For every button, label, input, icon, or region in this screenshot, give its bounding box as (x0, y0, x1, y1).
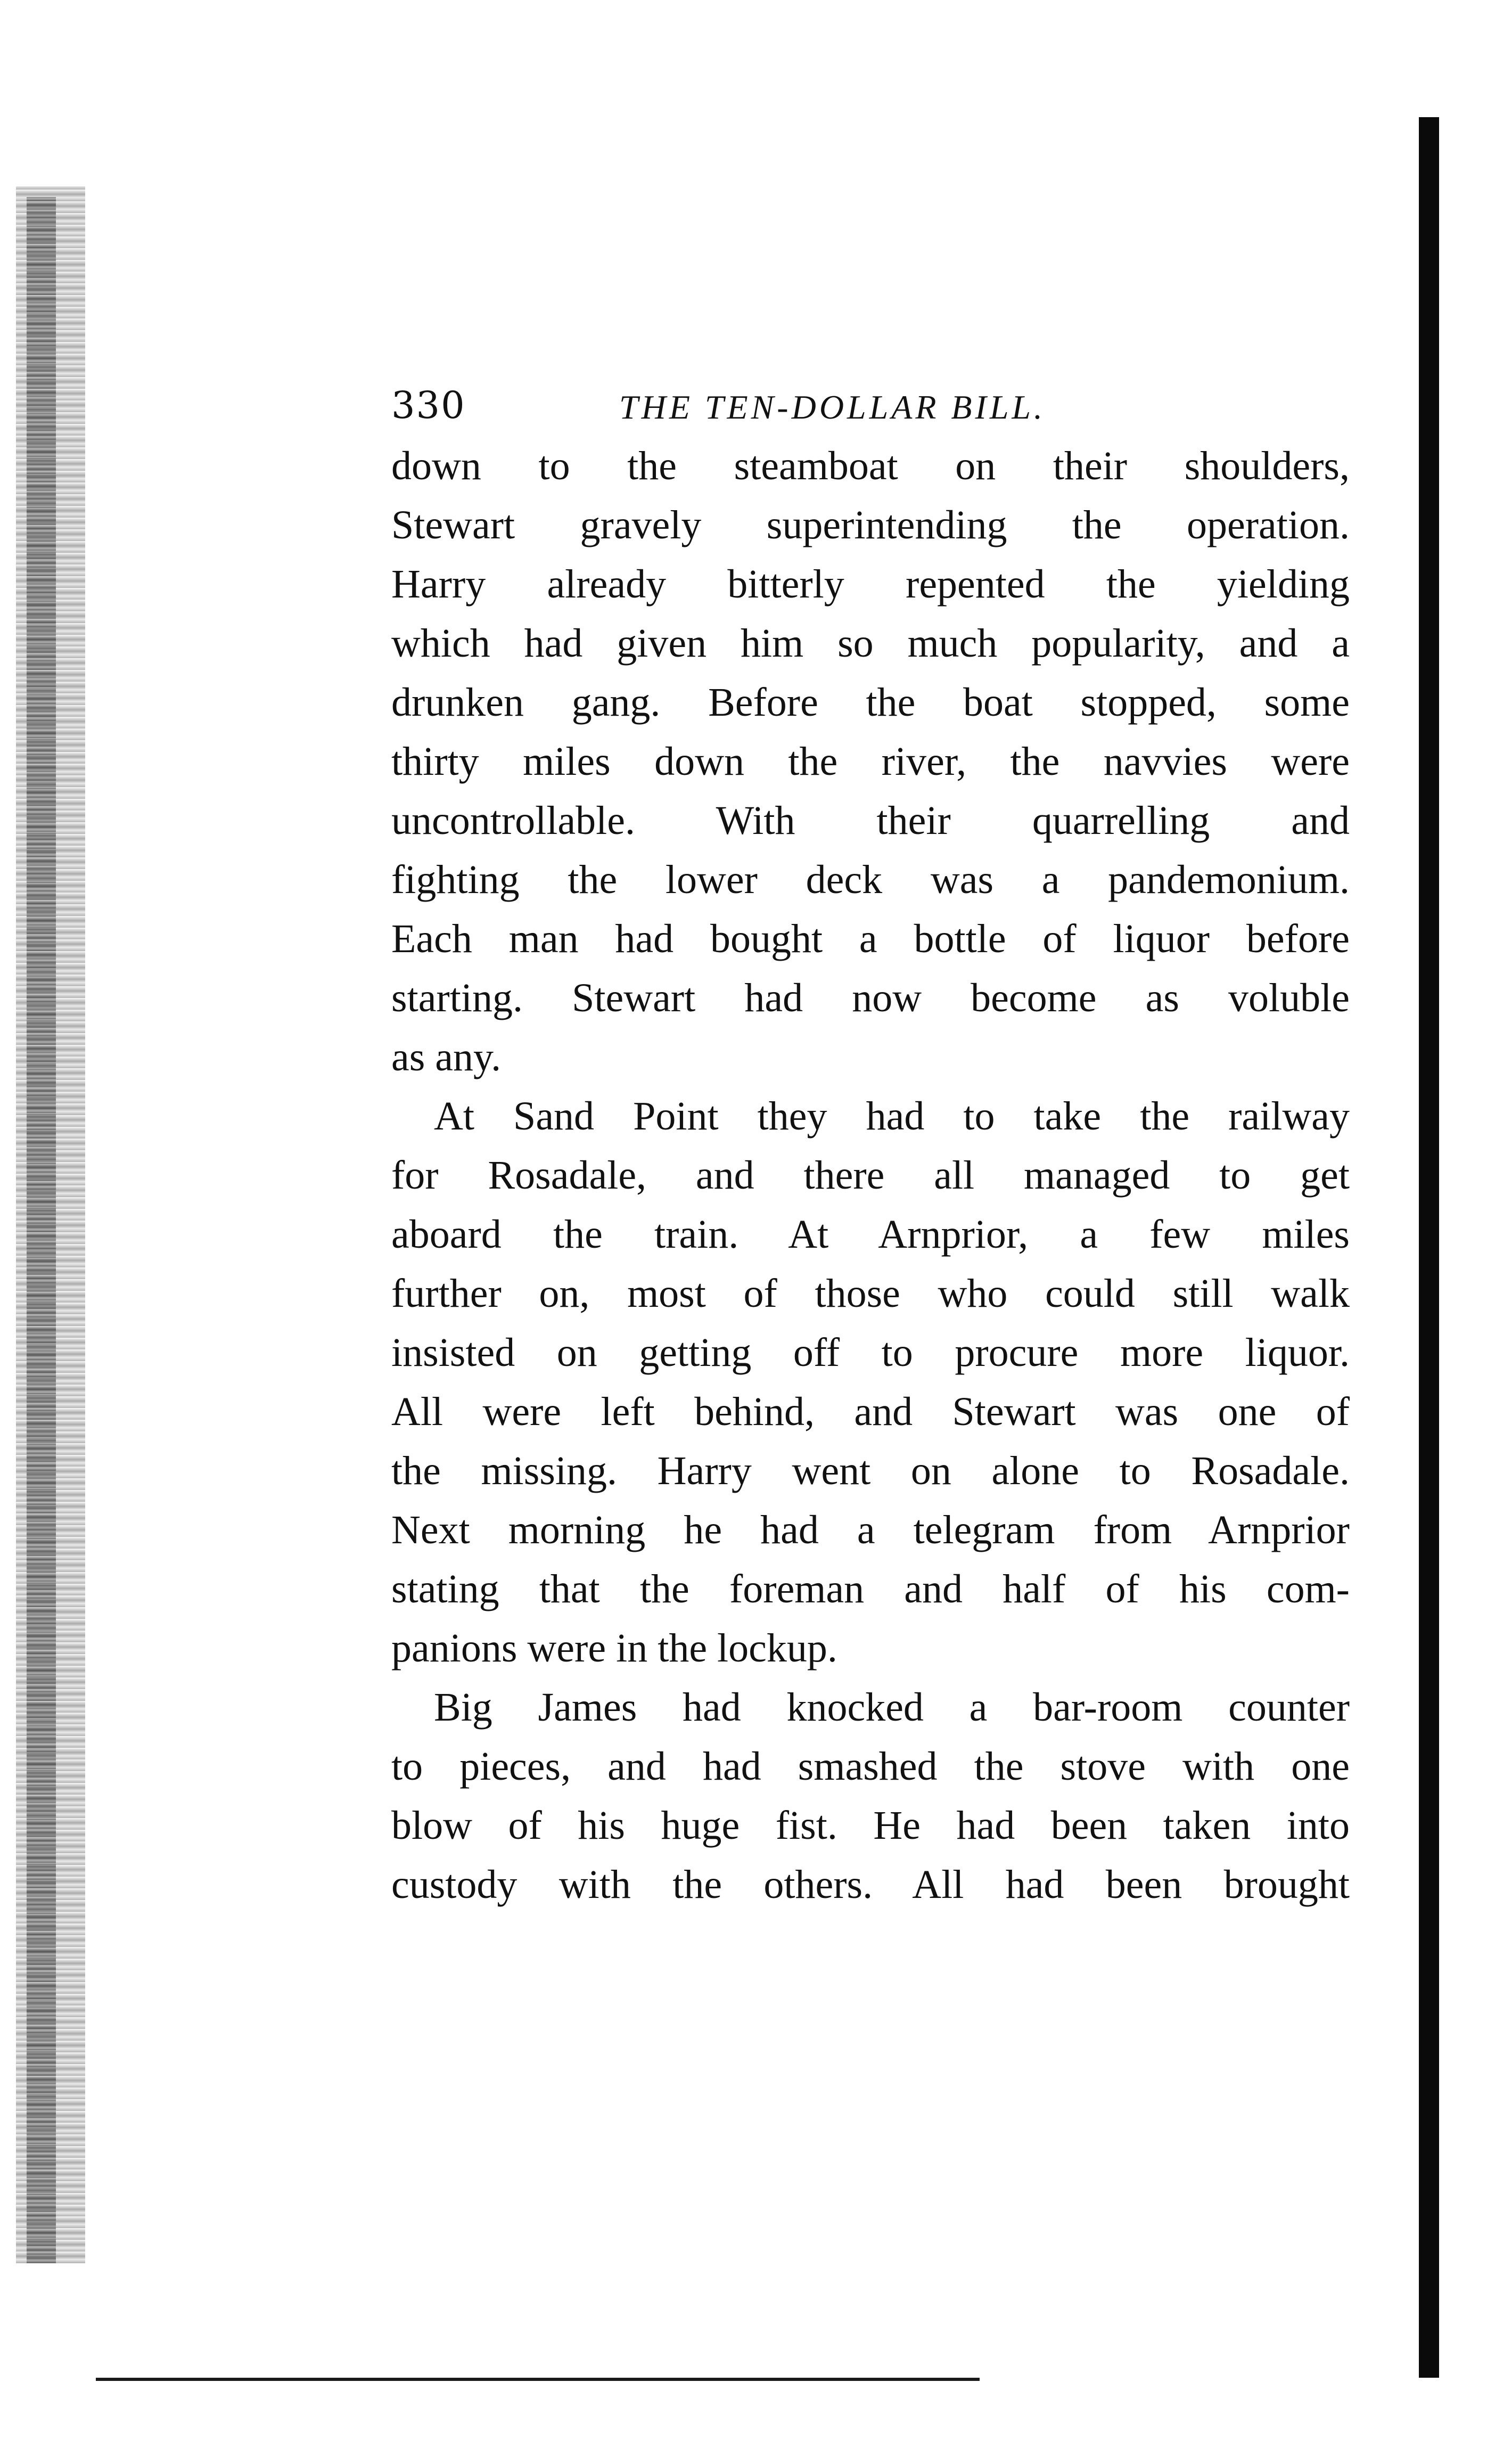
scan-binding-noise (27, 197, 56, 2263)
text-line: Each man had bought a bottle of liquor before (391, 916, 1350, 961)
text-line: the missing. Harry went on alone to Rosadale. (391, 1448, 1350, 1493)
text-line: fighting the lower deck was a pandemonium. (391, 857, 1350, 902)
page-number: 330 (391, 383, 466, 427)
scan-bottom-rule (96, 2378, 980, 2381)
paragraph-3 (391, 1678, 1350, 1914)
text-line: custody with the others. All had been brought (391, 1862, 1350, 1907)
text-line: Next morning he had a telegram from Arnprior (391, 1508, 1350, 1552)
text-line: as any. (391, 1035, 502, 1079)
text-line: stating that the foreman and half of his com- (391, 1567, 1350, 1611)
text-line: uncontrollable. With their quarrelling and (391, 798, 1350, 843)
body-text (391, 437, 1350, 1914)
scan-right-edge-bar (1419, 117, 1439, 2378)
paragraph-1 (391, 437, 1350, 1087)
text-line: drunken gang. Before the boat stopped, some (391, 680, 1350, 725)
text-line: blow of his huge fist. He had been taken into (391, 1803, 1350, 1848)
book-page (391, 378, 1350, 1914)
text-line: Harry already bitterly repented the yielding (391, 562, 1350, 607)
text-line: At Sand Point they had to take the railway (434, 1094, 1350, 1139)
text-line: All were left behind, and Stewart was one of (391, 1389, 1350, 1434)
running-head-title: THE TEN-DOLLAR BILL. (619, 388, 1046, 426)
text-line: further on, most of those who could still walk (391, 1271, 1350, 1316)
text-line: for Rosadale, and there all managed to get (391, 1153, 1350, 1198)
text-line: starting. Stewart had now become as voluble (391, 976, 1350, 1020)
text-line: panions were in the lockup. (391, 1626, 837, 1671)
text-line: thirty miles down the river, the navvies were (391, 739, 1350, 784)
running-head (391, 378, 1350, 437)
text-line: aboard the train. At Arnprior, a few miles (391, 1212, 1350, 1257)
text-line: which had given him so much popularity, and a (391, 621, 1350, 666)
text-line: to pieces, and had smashed the stove with one (391, 1744, 1350, 1789)
text-line: Stewart gravely superintending the operation. (391, 503, 1350, 547)
text-line: insisted on getting off to procure more liquor. (391, 1330, 1350, 1375)
text-line: down to the steamboat on their shoulders, (391, 444, 1350, 488)
text-line: Big James had knocked a bar-room counter (434, 1685, 1350, 1730)
paragraph-2 (391, 1087, 1350, 1678)
